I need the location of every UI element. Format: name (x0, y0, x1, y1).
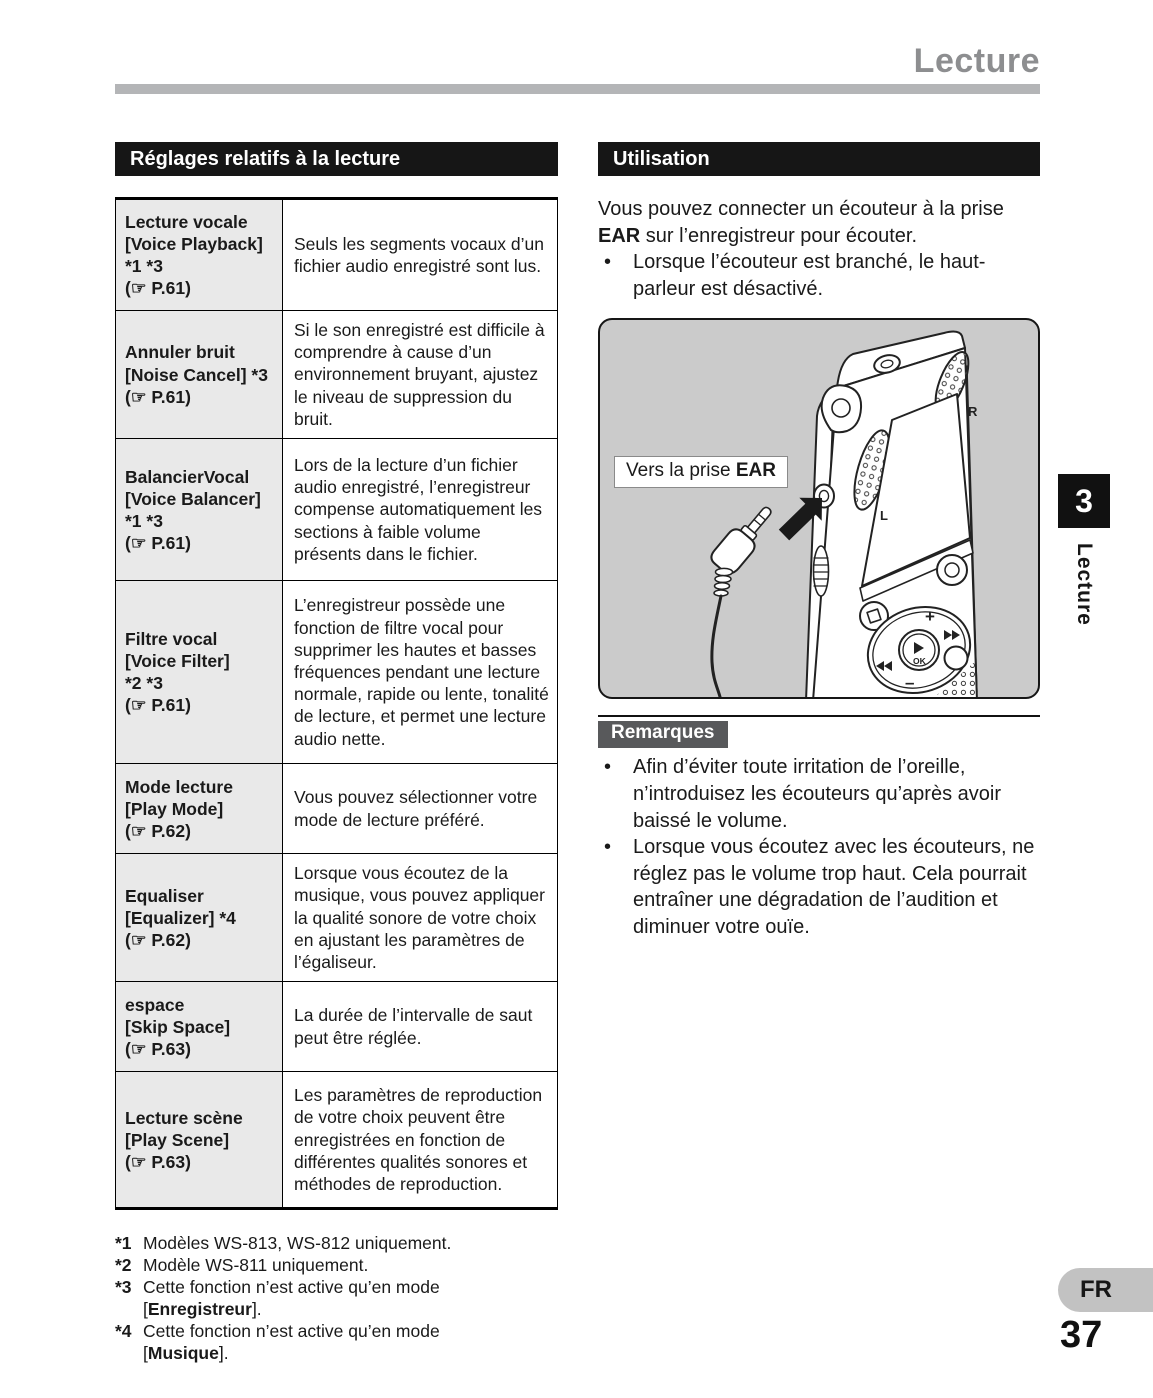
header-rule (115, 84, 1040, 94)
setting-ref: (☞ P.62) (125, 929, 191, 950)
menu-button (945, 647, 968, 670)
setting-name-cell (116, 439, 283, 580)
usage-intro (598, 196, 1040, 249)
setting-name-cell (116, 764, 283, 853)
footnote-continuation (143, 1342, 558, 1364)
setting-name-line: Equaliser (125, 885, 204, 906)
page-title: Lecture (913, 42, 1040, 80)
setting-name-line: *1 *3 (125, 256, 163, 276)
table-row (116, 310, 557, 438)
setting-desc-cell (283, 439, 557, 580)
setting-desc-cell (283, 764, 557, 853)
recorder-figure (598, 318, 1040, 699)
settings-section-header: Réglages relatifs à la lecture (115, 142, 558, 176)
intro-text: sur l’enregistreur pour écouter. (640, 224, 918, 247)
notes-header: Remarques (598, 721, 728, 748)
note-text: • Afin d’éviter toute irritation de l’oreille, n’introduisez les écouteurs qu’après avoir baissé le volume. (633, 756, 1001, 832)
setting-name-line: Lecture scène (125, 1107, 243, 1128)
language-badge: FR (1058, 1268, 1153, 1312)
footnote-text (143, 1320, 558, 1364)
footnote-bracket: ]. (218, 1343, 229, 1364)
volume-down-label: – (905, 673, 915, 693)
setting-desc: Les paramètres de reproduction de votre choix peuvent être enregistrées en fonction de différentes qualités sonores et méthodes de reproduction. (294, 1085, 543, 1195)
table-row (116, 580, 557, 763)
volume-up-label: + (925, 607, 935, 627)
setting-ref: (☞ P.61) (125, 386, 191, 407)
setting-name-cell (116, 581, 283, 763)
footnote-bracket: [ (143, 1343, 148, 1364)
setting-ref: (☞ P.63) (125, 1151, 191, 1172)
setting-ref: (☞ P.61) (125, 695, 191, 716)
setting-name-cell (116, 1072, 283, 1207)
setting-ref: (☞ P.62) (125, 820, 191, 841)
recorder-illustration (600, 320, 1038, 699)
strap-eyelet-hole (832, 399, 850, 417)
setting-desc: Vous pouvez sélectionner votre mode de lecture préféré. (294, 787, 538, 830)
intro-text: Vous pouvez connecter un écouteur à la prise (598, 198, 1004, 220)
power-slider (814, 546, 829, 596)
footnote (115, 1254, 558, 1276)
footnote-line: Cette fonction n’est active qu’en mode (143, 1321, 440, 1342)
footnote (115, 1276, 558, 1320)
setting-name-line: Annuler bruit (125, 342, 235, 363)
footnote-line: Cette fonction n’est active qu’en mode (143, 1277, 440, 1298)
bullet-text: • Lorsque l’écouteur est branché, le haut-parleur est désactivé. (633, 251, 986, 300)
setting-name-line: BalancierVocal (125, 466, 250, 487)
setting-name-line: Mode lecture (125, 776, 233, 797)
jack-label-ear: EAR (735, 460, 776, 482)
footnote-text (143, 1276, 558, 1320)
footnote-mode-name: Musique (147, 1343, 219, 1364)
stop-square-icon (867, 609, 881, 623)
footnote (115, 1232, 558, 1254)
ok-label: OK (913, 656, 926, 667)
setting-desc: La durée de l’intervalle de saut peut être réglée. (294, 1005, 533, 1048)
jack-label-text: Vers la prise (626, 460, 736, 482)
footnote-line: Modèles WS-813, WS-812 uniquement. (143, 1233, 452, 1254)
notes-list (598, 754, 1040, 940)
setting-name-line: [Play Mode] (125, 798, 224, 819)
strain-relief-rib (715, 576, 731, 583)
setting-name-line: [Play Scene] (125, 1129, 230, 1150)
footnote-line: Modèle WS-811 uniquement. (143, 1255, 369, 1276)
setting-desc: L’enregistreur possède une fonction de filtre vocal pour supprimer les hautes et basses fréquences pendant une lecture normale, rapide ou lente, tonalité de lecture, et permet une lecture audio nette. (294, 595, 549, 749)
footnote-continuation (143, 1298, 558, 1320)
setting-desc-cell (283, 1072, 557, 1207)
note-item (598, 834, 1040, 940)
table-row (116, 1071, 557, 1207)
earphone-plug (708, 499, 780, 699)
footnote-marker: *4 (115, 1321, 132, 1342)
chapter-number-tab: 3 (1058, 474, 1110, 528)
setting-name-line: espace (125, 994, 185, 1015)
mic-right-label: R (968, 404, 978, 420)
setting-name-line: [Voice Playback] (125, 233, 263, 254)
strain-relief-rib (715, 583, 730, 589)
setting-name-line: *1 *3 (125, 510, 163, 531)
jack-callout-label (614, 456, 788, 488)
setting-desc: Lorsque vous écoutez de la musique, vous pouvez appliquer la qualité sonore de votre choix en ajustant les paramètres de l’égaliseur. (294, 863, 545, 972)
setting-name-cell (116, 311, 283, 438)
footnote-marker: *1 (115, 1233, 132, 1254)
strain-relief-rib (716, 569, 733, 576)
setting-name-line: [Voice Balancer] (125, 488, 261, 509)
rec-button-inner (945, 563, 959, 577)
table-row (116, 853, 557, 981)
footnote-marker: *3 (115, 1277, 132, 1298)
setting-desc: Lors de la lecture d’un fichier audio enregistré, l’enregistreur compense automatiquement les sections à faible volume présents dans le fichier. (294, 455, 543, 564)
chapter-name-vertical: Lecture (1073, 542, 1096, 626)
setting-desc-cell (283, 854, 557, 981)
setting-name-line: [Noise Cancel] *3 (125, 364, 268, 385)
voice-recorder-drawing (806, 332, 981, 699)
setting-name-cell (116, 982, 283, 1071)
table-row (116, 200, 557, 310)
setting-desc: Seuls les segments vocaux d’un fichier audio enregistré sont lus. (294, 233, 544, 276)
settings-table (115, 197, 558, 1210)
footnote-text (143, 1254, 558, 1276)
setting-name-cell (116, 200, 283, 310)
setting-ref: (☞ P.63) (125, 1038, 191, 1059)
setting-ref: (☞ P.61) (125, 278, 191, 299)
footnote (115, 1320, 558, 1364)
footnote-text (143, 1232, 558, 1254)
setting-name-line: Lecture vocale (125, 211, 248, 232)
table-row (116, 763, 557, 853)
usage-column (598, 142, 1040, 941)
footnote-bracket: ]. (251, 1299, 262, 1320)
notes-divider (598, 715, 1040, 717)
setting-name-line: [Skip Space] (125, 1016, 231, 1037)
earphone-cable (712, 596, 721, 699)
setting-desc-cell (283, 581, 557, 763)
usage-bullet (598, 249, 1040, 302)
page-number: 37 (1060, 1314, 1103, 1356)
setting-name-line: [Equalizer] *4 (125, 907, 236, 928)
ear-jack-name: EAR (598, 224, 641, 247)
table-row (116, 981, 557, 1071)
setting-desc-cell (283, 982, 557, 1071)
mic-left-label: L (880, 508, 888, 524)
footnotes (115, 1232, 558, 1364)
setting-desc-cell (283, 200, 557, 310)
table-row (116, 438, 557, 580)
setting-name-line: *2 *3 (125, 673, 163, 694)
usage-section-header: Utilisation (598, 142, 1040, 176)
footnote-bracket: [ (143, 1299, 148, 1320)
setting-name-line: Filtre vocal (125, 629, 218, 649)
footnote-mode-name: Enregistreur (147, 1299, 252, 1320)
note-text: • Lorsque vous écoutez avec les écouteurs, ne réglez pas le volume trop haut. Cela pourrait entraîner une dégradation de l’audition et diminuer votre ouïe. (633, 836, 1035, 938)
footnote-marker: *2 (115, 1255, 132, 1276)
setting-name-line: [Voice Filter] (125, 651, 230, 672)
note-item (598, 754, 1040, 834)
setting-ref: (☞ P.61) (125, 532, 191, 553)
setting-desc: Si le son enregistré est difficile à comprendre à cause d’un environnement bruyant, ajustez le niveau de suppression du bruit. (294, 320, 545, 429)
setting-desc-cell (283, 311, 557, 438)
settings-column (115, 142, 558, 1364)
setting-name-cell (116, 854, 283, 981)
